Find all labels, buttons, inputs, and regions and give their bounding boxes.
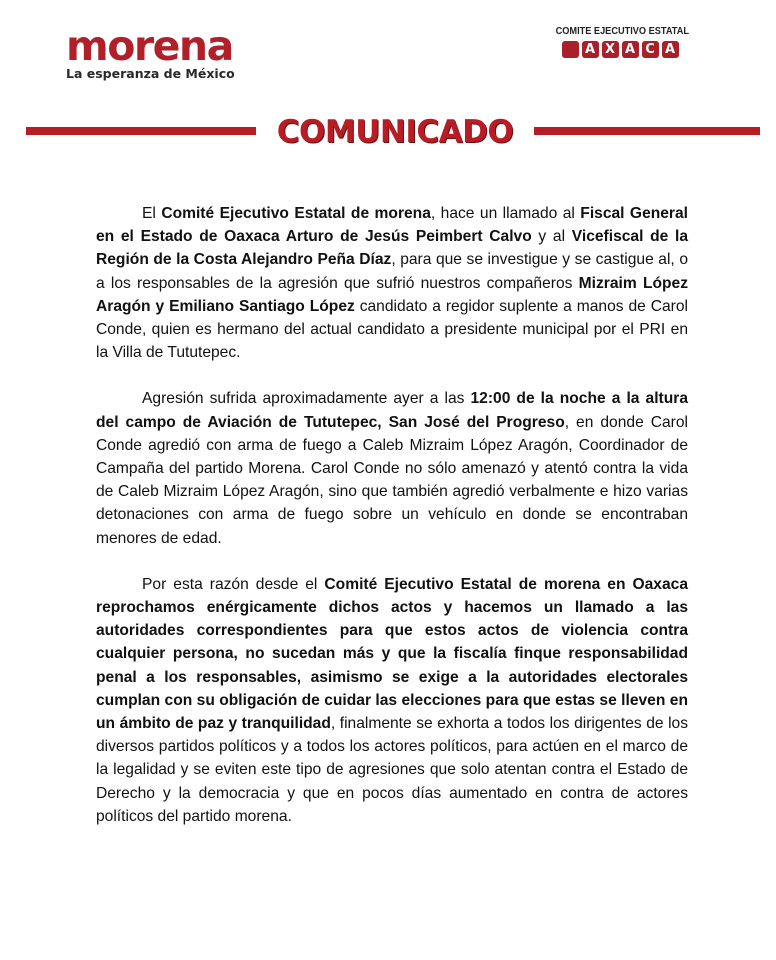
paragraph-1 xyxy=(96,202,688,364)
seal-letter: A xyxy=(662,41,679,58)
title-divider-right xyxy=(534,127,760,135)
logo-word: morena xyxy=(66,22,233,70)
bold-run: Comité Ejecutivo Estatal de morena xyxy=(161,205,431,222)
committee-logo xyxy=(550,26,690,58)
bold-run: Mizraim López Aragón y Emiliano Santiago López xyxy=(96,274,688,315)
bold-run: 12:00 de la noche a la altura del campo de Aviación de Tututepec, San José del Progreso xyxy=(96,390,688,431)
text-run: , para que se investigue y se castigue al, o a los responsables de la agresión que sufrió nuestros compañeros xyxy=(96,251,688,292)
seal-letter: X xyxy=(602,41,619,58)
seal-letter: A xyxy=(582,41,599,58)
text-run: , finalmente se exhorta a todos los dirigentes de los diversos partidos políticos y a todos los actores políticos, para actúen en el marco de la legalidad y se eviten este tipo de agresiones que solo atentan contra el Estado de Derecho y la democracia y que en pocos días aumentado en contra de actores políticos del partido morena. xyxy=(96,715,689,825)
bold-run: Comité Ejecutivo Estatal de morena en Oaxaca reprochamos enérgicamente dichos actos y hacemos un llamado a las autoridades correspondientes para que estos actos de violencia contra cualquier persona, no sucedan más y que la fiscalía finque responsabilidad penal a los responsables, asimismo se exige a la autoridades electorales cumplan con su obligación de cuidar las elecciones para que estas se lleven en un ámbito de paz y tranquilidad xyxy=(96,575,688,733)
morena-logo xyxy=(66,22,235,81)
communique-body xyxy=(96,202,688,851)
seal-letter: A xyxy=(622,41,639,58)
text-run: Por esta razón desde el xyxy=(142,575,325,593)
title-divider-left xyxy=(26,127,256,135)
paragraph-2 xyxy=(96,387,688,549)
committee-label: COMITE EJECUTIVO ESTATAL xyxy=(555,26,690,37)
text-run: y al xyxy=(531,228,572,246)
text-run: Agresión sufrida aproximadamente ayer a las xyxy=(142,390,471,408)
bold-run: Vicefiscal de la Región de la Costa Alejandro Peña Díaz xyxy=(96,228,688,269)
seal-letter xyxy=(562,41,579,58)
logo-tagline: La esperanza de México xyxy=(66,66,235,81)
text-run: candidato a regidor suplente a manos de Carol Conde, quien es hermano del actual candidato a presidente municipal por el PRI en la Villa de Tututepec. xyxy=(96,297,688,362)
bold-run: Fiscal General en el Estado de Oaxaca Arturo de Jesús Peimbert Calvo xyxy=(96,205,689,246)
page-title: COMUNICADO xyxy=(276,114,514,150)
oaxaca-seal xyxy=(550,41,690,58)
text-run: , hace un llamado al xyxy=(430,205,581,222)
paragraph-3 xyxy=(96,573,688,828)
text-run: , en donde Carol Conde agredió con arma de fuego a Caleb Mizraim López Aragón, Coordinador de Campaña del partido Morena. Carol Conde no sólo amenazó y atentó contra la vida de Caleb Mizraim López Aragón, sino que también agredió verbalmente e hizo varias detonaciones con arma de fuego sobre un vehículo en donde se encontraban menores de edad. xyxy=(96,413,689,547)
seal-letter: C xyxy=(642,41,659,58)
text-run: El xyxy=(142,205,162,222)
